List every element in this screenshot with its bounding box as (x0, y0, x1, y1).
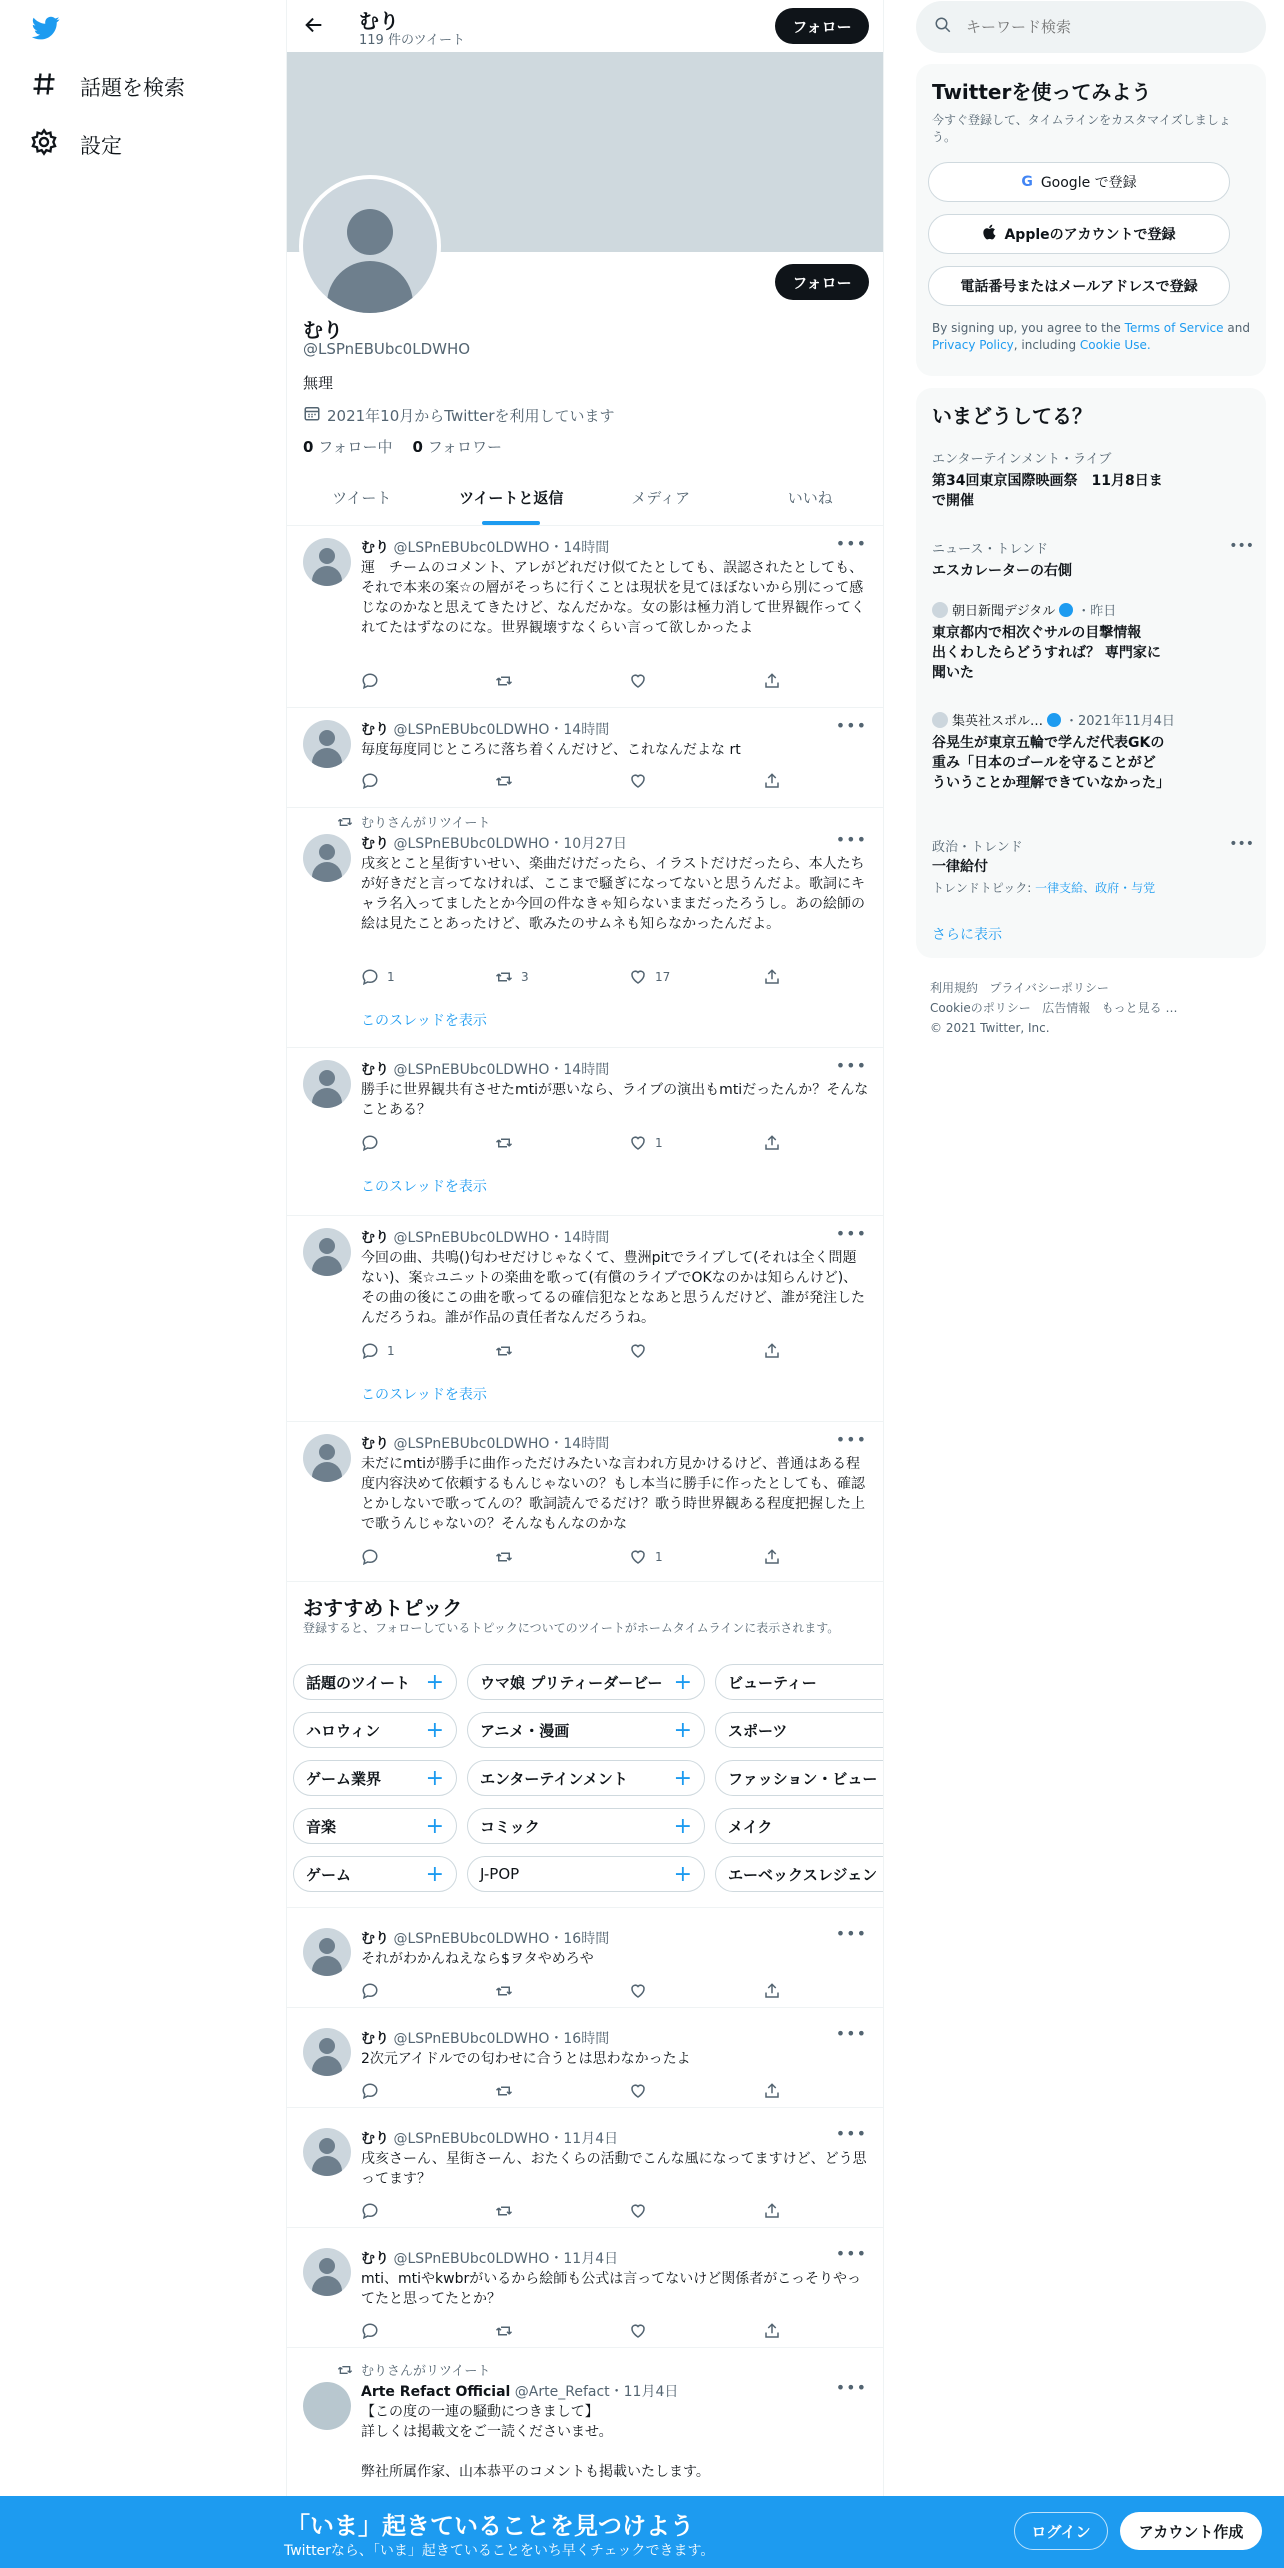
profile-avatar[interactable] (299, 175, 441, 317)
tweet[interactable] (287, 1422, 884, 1582)
profile-follow-button[interactable]: フォロー (775, 264, 869, 300)
profile-handle: @LSPnEBUbc0LDWHO (303, 340, 471, 358)
google-icon: G (1021, 174, 1033, 190)
tweet[interactable] (287, 2008, 884, 2108)
like-count: 1 (655, 1550, 663, 1564)
tab-media[interactable]: メディア (631, 489, 691, 507)
tweet[interactable] (287, 1048, 884, 1216)
back-arrow-icon[interactable] (303, 14, 325, 40)
news-time: ・昨日 (1077, 604, 1117, 619)
reply-button[interactable] (361, 672, 387, 690)
retweet-button[interactable] (495, 968, 529, 986)
show-thread-link[interactable]: このスレッドを表示 (361, 1013, 487, 1029)
tweet-header: むり @LSPnEBUbc0LDWHO・16時間 (361, 1931, 610, 1947)
trend-item[interactable] (932, 836, 1252, 896)
tweet-header: むり @LSPnEBUbc0LDWHO・11月4日 (361, 2131, 619, 2147)
cookie-link[interactable]: Cookie Use. (1079, 338, 1151, 352)
like-button[interactable] (629, 2202, 647, 2220)
tweet[interactable] (287, 808, 884, 1048)
share-button[interactable] (763, 1548, 781, 1566)
topic-chip[interactable]: ファッション・ビュー (715, 1760, 884, 1796)
profile-name: むり (303, 318, 343, 342)
more-icon[interactable]: ••• (835, 830, 867, 849)
tweet-handle: @LSPnEBUbc0LDWHO (393, 2131, 550, 2147)
plus-icon: + (425, 1669, 444, 1695)
joined-text: 2021年10月からTwitterを利用しています (327, 406, 615, 425)
tweet-text: mti、mtiやkwbrがいるから絵師も公式は言ってないけど関係者がこっそりやってたと思ってたとか？ (361, 2271, 861, 2307)
avatar[interactable] (303, 1928, 351, 1976)
trend-title: 第34回東京国際映画祭 11月8日まで開催 (932, 473, 1163, 509)
bottom-signup-bar (0, 2496, 1284, 2568)
like-button[interactable] (629, 1342, 655, 1360)
retweet-icon (337, 2362, 353, 2378)
tweet-handle: @LSPnEBUbc0LDWHO (393, 2031, 550, 2047)
share-button[interactable] (763, 1982, 781, 2000)
news-title: 谷晃生が東京五輪で学んだ代表GKの重み「日本のゴールを守ることがどういうことか理解できていなかった」 (932, 735, 1170, 791)
topics-section (287, 1582, 884, 1908)
retweet-button[interactable] (495, 672, 521, 690)
show-more-link[interactable]: さらに表示 (932, 927, 1002, 943)
share-button[interactable] (763, 772, 781, 790)
left-nav (0, 0, 286, 2568)
tweet-time[interactable]: 14時間 (563, 722, 610, 738)
reply-button[interactable] (361, 1134, 387, 1152)
reply-button[interactable] (361, 968, 395, 986)
tweet-text: それがわかんねえなら$ヲタやめろや (361, 1951, 594, 1967)
topic-chip[interactable]: スポーツ (715, 1712, 884, 1748)
avatar[interactable] (303, 2128, 351, 2176)
topic-chip[interactable]: 話題のツイート + (293, 1664, 457, 1700)
tweet-time[interactable]: 16時間 (563, 2031, 610, 2047)
reply-button[interactable] (361, 1982, 379, 2000)
header-name: むり (359, 9, 399, 33)
reply-button[interactable] (361, 1548, 387, 1566)
more-icon[interactable]: ••• (835, 1430, 867, 1449)
tweet-author[interactable]: Arte Refact Official (361, 2384, 511, 2400)
tweet-actions (361, 1548, 781, 1568)
nav-explore-label: 話題を検索 (80, 75, 185, 100)
like-button[interactable] (629, 968, 670, 986)
topic-chip[interactable]: エンターテインメント + (467, 1760, 705, 1796)
tweet-author[interactable]: むり (361, 540, 389, 556)
tweet-author[interactable]: むり (361, 836, 389, 852)
tweet-author[interactable]: むり (361, 722, 389, 738)
news-item[interactable] (932, 600, 1252, 683)
tweet-handle: @Arte_Refact (514, 2384, 610, 2400)
tweet[interactable] (287, 2108, 884, 2228)
retweet-button[interactable] (495, 1134, 521, 1152)
avatar[interactable] (303, 1228, 351, 1276)
tweet-handle: @LSPnEBUbc0LDWHO (393, 1230, 550, 1246)
like-button[interactable] (629, 772, 655, 790)
more-icon[interactable]: ••• (1229, 836, 1254, 852)
gear-icon (30, 128, 58, 161)
google-signup-button[interactable]: G Google で登録 (928, 162, 1230, 202)
tweet-header: むり @LSPnEBUbc0LDWHO・14時間 (361, 722, 610, 738)
avatar[interactable] (303, 720, 351, 768)
following-link[interactable] (303, 436, 392, 457)
trend-item[interactable] (932, 448, 1252, 511)
topic-chip[interactable]: メイク (715, 1808, 884, 1844)
plus-icon: + (673, 1765, 692, 1791)
twitter-logo-icon[interactable] (30, 14, 62, 46)
more-icon[interactable]: ••• (835, 2024, 867, 2043)
topic-chip[interactable]: J-POP + (467, 1856, 705, 1892)
share-button[interactable] (763, 1134, 781, 1152)
topic-chip[interactable]: コミック + (467, 1808, 705, 1844)
tweet-header: むり @LSPnEBUbc0LDWHO・14時間 (361, 1062, 610, 1078)
like-count: 1 (655, 1136, 663, 1150)
share-button[interactable] (763, 968, 781, 986)
plus-icon: + (425, 1717, 444, 1743)
search-icon (934, 16, 952, 38)
like-button[interactable] (629, 672, 655, 690)
topic-chip[interactable]: ゲーム + (293, 1856, 457, 1892)
tweet-time[interactable]: 16時間 (563, 1931, 610, 1947)
plus-icon: + (425, 1765, 444, 1791)
tweet-time[interactable]: 14時間 (563, 1436, 610, 1452)
retweet-button[interactable] (495, 2202, 513, 2220)
bottom-title: 「いま」起きていることを見つけよう (286, 2512, 694, 2540)
tweet[interactable] (287, 708, 884, 808)
retweet-icon (337, 814, 353, 830)
profile-timeline (286, 0, 884, 2568)
tweet-actions (361, 772, 781, 792)
tweet-time[interactable]: 11月4日 (563, 2251, 619, 2267)
tweet-actions (361, 968, 781, 988)
tweet-author[interactable]: むり (361, 2131, 389, 2147)
tweet-text: 毎度毎度同じところに落ち着くんだけど、これなんだよな rt (361, 742, 741, 758)
footer-links (930, 978, 1250, 1038)
tweet-text-line: 【この度の一連の騒動につきまして】 (361, 2404, 599, 2420)
footer-privacy[interactable]: プライバシーポリシー (989, 981, 1109, 995)
tweet-handle: @LSPnEBUbc0LDWHO (393, 540, 550, 556)
tweet-actions (361, 1342, 781, 1362)
tweet-text: 2次元アイドルでの匂わせに合うとは思わなかったよ (361, 2051, 691, 2067)
verified-icon (1059, 603, 1073, 617)
reply-count: 1 (387, 970, 395, 984)
tweet-author[interactable]: むり (361, 1062, 389, 1078)
nav-settings[interactable] (30, 128, 122, 161)
trend-category: ニュース・トレンド (932, 542, 1049, 557)
more-icon[interactable]: ••• (1229, 538, 1254, 554)
source-avatar (932, 712, 948, 728)
tweet-author[interactable]: むり (361, 1436, 389, 1452)
retweet-indicator (337, 812, 490, 831)
phone-email-signup-button[interactable]: 電話番号またはメールアドレスで登録 (928, 266, 1230, 306)
tweet-handle: @LSPnEBUbc0LDWHO (393, 722, 550, 738)
retweet-button[interactable] (495, 2322, 513, 2340)
share-button[interactable] (763, 2322, 781, 2340)
tweet-actions (361, 2322, 781, 2342)
topic-chip[interactable]: ウマ娘 プリティーダービー + (467, 1664, 705, 1700)
search-box[interactable] (916, 1, 1266, 53)
tweet-header: Arte Refact Official @Arte_Refact・11月4日 (361, 2384, 679, 2400)
tweet-text: 勝手に世界観共有させたmtiが悪いなら、ライブの演出もmtiだったんか？そんなことある？ (361, 1082, 869, 1118)
tweet-header: むり @LSPnEBUbc0LDWHO・11月4日 (361, 2251, 619, 2267)
like-button[interactable] (629, 2322, 647, 2340)
retweet-button[interactable] (495, 1982, 513, 2000)
bottom-subtitle: Twitterなら、「いま」起きていることをいち早くチェックできます。 (284, 2543, 715, 2559)
tweet-header: むり @LSPnEBUbc0LDWHO・14時間 (361, 540, 610, 556)
header-follow-button[interactable]: フォロー (775, 8, 869, 44)
search-input[interactable] (966, 18, 1226, 36)
signup-desc: 今すぐ登録して、タイムラインをカスタマイズしましょう。 (932, 113, 1231, 144)
avatar[interactable] (303, 2028, 351, 2076)
news-source: 集英社スポル… (952, 714, 1044, 729)
following-label: フォロー中 (318, 438, 393, 456)
footer-ads[interactable]: 広告情報 (1042, 1001, 1091, 1015)
tweet-text: 戌亥とこと星街すいせい、楽曲だけだったら、イラストだけだったら、本人たちが好きだと言ってなければ、ここまで騒ぎになってないと思うんだよ。歌詞にキャラ名入ってましたとか今回の件なきゃ知らないままだったろうし。あの絵師の絵は見たことあったけど、歌みたのサムネも知らなかったんだよ。 (361, 856, 865, 932)
show-thread-link[interactable]: このスレッドを表示 (361, 1179, 487, 1195)
retweet-button[interactable] (495, 2082, 513, 2100)
tweet-actions (361, 672, 781, 692)
tweet-handle: @LSPnEBUbc0LDWHO (393, 836, 550, 852)
tab-tweets-replies[interactable]: ツイートと返信 (437, 470, 587, 525)
plus-icon: + (673, 1861, 692, 1887)
tweet-header: むり @LSPnEBUbc0LDWHO・14時間 (361, 1436, 610, 1452)
retweet-count: 3 (521, 970, 529, 984)
signup-card (916, 64, 1266, 376)
reply-button[interactable] (361, 1342, 395, 1360)
tweet-text: 未だにmtiが勝手に曲作っただけみたいな言われ方見かけるけど、普通はある程度内容決めて依頼するもんじゃないの？もし本当に勝手に作ったとしても、確認とかしないで歌ってんの？歌詞読んでるだけ？歌う時世界観ある程度把握した上で歌うんじゃないの？そんなもんなのかな (361, 1456, 865, 1532)
apple-icon (982, 224, 996, 244)
topic-chip[interactable]: ハロウィン + (293, 1712, 457, 1748)
following-count: 0 (303, 438, 314, 456)
plus-icon: + (673, 1717, 692, 1743)
followers-link[interactable] (412, 436, 501, 457)
trends-card (916, 388, 1266, 958)
avatar[interactable] (303, 834, 351, 882)
trend-item[interactable] (932, 538, 1252, 581)
like-button[interactable] (629, 2082, 647, 2100)
calendar-icon (303, 404, 321, 426)
trend-title: 一律給付 (932, 859, 988, 875)
reply-button[interactable] (361, 2082, 379, 2100)
reply-button[interactable] (361, 2202, 379, 2220)
tweet-handle: @LSPnEBUbc0LDWHO (393, 1931, 550, 1947)
tweet[interactable] (287, 2228, 884, 2348)
follow-stats (303, 436, 502, 457)
more-icon[interactable]: ••• (835, 716, 867, 735)
signup-legal: By signing up, you agree to the Terms of Service and Privacy Policy, including Cookie Use. (932, 321, 1250, 352)
nav-explore[interactable] (30, 70, 185, 103)
news-title: 東京都内で相次ぐサルの目撃情報 出くわしたらどうすれば？ 専門家に聞いた (932, 625, 1161, 681)
nav-settings-label: 設定 (80, 133, 122, 158)
trend-topics[interactable]: 一律支給、政府・与党 (1035, 881, 1156, 895)
tweet-text: 運 チームのコメント、アレがどれだけ似てたとしても、誤認されたとしても、それで本来の案☆の層がそっちに行くことは現状を見てほぼないから別にって感じなのかなと思えてきたけど、なんだかな。女の影は極力消して世界観作ってくれてたはずなのにな。世界観壊すなくらい言って欲しかったよ (361, 560, 865, 636)
tweet-author[interactable]: むり (361, 2251, 389, 2267)
source-avatar (932, 602, 948, 618)
topic-chip[interactable]: ビューティー (715, 1664, 884, 1700)
plus-icon: + (425, 1813, 444, 1839)
like-count: 17 (655, 970, 671, 984)
profile-bio: 無理 (303, 374, 334, 392)
privacy-link[interactable]: Privacy Policy (932, 338, 1014, 352)
retweet-indicator (337, 2360, 490, 2379)
more-icon[interactable]: ••• (835, 534, 867, 553)
copyright: © 2021 Twitter, Inc. (930, 1021, 1050, 1035)
tweet-time[interactable]: 10月27日 (563, 836, 628, 852)
plus-icon: + (673, 1669, 692, 1695)
tweet-text-line: 弊社所属作家、山本恭平のコメントも掲載いたします。 (361, 2464, 710, 2480)
apple-signup-button[interactable]: Appleのアカウントで登録 (928, 214, 1230, 254)
tweet-text: 今回の曲、共鳴()匂わせだけじゃなくて、豊洲pitでライブして(それは全く問題ない)、案☆ユニットの楽曲を歌って(有償のライブでOKなのかは知らんけど)、その曲の後にこの曲を歌ってるの確信犯なとなあと思うんだけど、誰が発注したんだろうね。誰が作品の責任者なんだろうね。 (361, 1250, 865, 1326)
show-thread-link[interactable]: このスレッドを表示 (361, 1387, 487, 1403)
more-icon[interactable]: ••• (835, 2124, 867, 2143)
tweet-header: むり @LSPnEBUbc0LDWHO・14時間 (361, 1230, 610, 1246)
tweet-time[interactable]: 14時間 (563, 1062, 610, 1078)
retweet-button[interactable] (495, 1548, 521, 1566)
avatar[interactable] (303, 1060, 351, 1108)
signup-title: Twitterを使ってみよう (932, 80, 1152, 104)
trend-topics-label: トレンドトピック: (932, 881, 1032, 895)
tweet[interactable] (287, 1908, 884, 2008)
footer-terms[interactable]: 利用規約 (930, 981, 979, 995)
tweet-actions (361, 1134, 781, 1154)
footer-cookie[interactable]: Cookieのポリシー (930, 1001, 1031, 1015)
trend-title: エスカレーターの右側 (932, 563, 1072, 579)
tab-likes[interactable]: いいね (787, 489, 833, 507)
reply-button[interactable] (361, 772, 387, 790)
share-button[interactable] (763, 2202, 781, 2220)
terms-link[interactable]: Terms of Service (1124, 321, 1224, 335)
retweet-button[interactable] (495, 772, 521, 790)
tweet[interactable] (287, 2348, 884, 2508)
avatar[interactable] (303, 538, 351, 586)
news-item[interactable] (932, 710, 1252, 793)
topics-subtitle: 登録すると、フォローしているトピックについてのツイートがホームタイムラインに表示されます。 (303, 1621, 840, 1635)
reply-count: 1 (387, 1344, 395, 1358)
news-source: 朝日新聞デジタル (952, 604, 1056, 619)
profile-header-bar (287, 0, 884, 52)
tweet-text-line: 詳しくは掲載文をご一読くださいませ。 (361, 2424, 613, 2440)
reply-button[interactable] (361, 2322, 379, 2340)
tweet-actions (361, 2082, 781, 2102)
topic-chip[interactable]: アニメ・漫画 + (467, 1712, 705, 1748)
tweet-author[interactable]: むり (361, 1230, 389, 1246)
tweet-time[interactable]: 11月4日 (623, 2384, 679, 2400)
tweet-text: 戌亥さーん、星街さーん、おたくらの活動でこんな風になってますけど、どう思ってます？ (361, 2151, 867, 2187)
tweet-author[interactable]: むり (361, 1931, 389, 1947)
news-time: ・2021年11月4日 (1065, 714, 1175, 729)
like-button[interactable] (629, 1134, 663, 1152)
tweet[interactable] (287, 1216, 884, 1422)
hashtag-icon (30, 70, 58, 103)
plus-icon: + (673, 1813, 692, 1839)
footer-more[interactable]: もっと見る … (1101, 1001, 1178, 1015)
trend-category: エンターテインメント・ライブ (932, 452, 1112, 467)
verified-icon (1047, 713, 1061, 727)
more-icon[interactable]: ••• (835, 2378, 867, 2397)
more-icon[interactable]: ••• (835, 2244, 867, 2263)
like-button[interactable] (629, 1548, 663, 1566)
share-button[interactable] (763, 672, 781, 690)
share-button[interactable] (763, 2082, 781, 2100)
login-button[interactable]: ログイン (1014, 2512, 1108, 2550)
plus-icon: + (425, 1861, 444, 1887)
tweet-count: 119 件のツイート (359, 33, 466, 48)
tweet[interactable] (287, 526, 884, 708)
tweet-handle: @LSPnEBUbc0LDWHO (393, 1062, 550, 1078)
followers-count: 0 (412, 438, 423, 456)
like-button[interactable] (629, 1982, 647, 2000)
trend-category: 政治・トレンド (932, 840, 1023, 855)
avatar[interactable] (303, 1434, 351, 1482)
more-icon[interactable]: ••• (835, 1924, 867, 1943)
topic-chip[interactable]: ゲーム業界 + (293, 1760, 457, 1796)
signup-button[interactable]: アカウント作成 (1120, 2512, 1262, 2550)
followers-label: フォロワー (427, 438, 502, 456)
tweet-time[interactable]: 14時間 (563, 1230, 610, 1246)
topic-chip[interactable]: エーベックスレジェン (715, 1856, 884, 1892)
tweet-header: むり @LSPnEBUbc0LDWHO・16時間 (361, 2031, 610, 2047)
tweet-actions (361, 2202, 781, 2222)
tweet-time[interactable]: 14時間 (563, 540, 610, 556)
retweet-button[interactable] (495, 1342, 521, 1360)
tab-tweets[interactable]: ツイート (332, 489, 392, 507)
more-icon[interactable]: ••• (835, 1056, 867, 1075)
tweet-time[interactable]: 11月4日 (563, 2131, 619, 2147)
tweet-handle: @LSPnEBUbc0LDWHO (393, 1436, 550, 1452)
retweeted-by: むりさんがリツイート (361, 2364, 491, 2379)
trends-title: いまどうしてる？ (932, 404, 1092, 428)
share-button[interactable] (763, 1342, 781, 1360)
profile-tabs (287, 470, 884, 526)
tweet-actions (361, 1982, 781, 2002)
joined-date (303, 404, 615, 426)
avatar[interactable] (303, 2248, 351, 2296)
avatar[interactable] (303, 2382, 351, 2430)
tweet-header: むり @LSPnEBUbc0LDWHO・10月27日 (361, 836, 628, 852)
tweet-handle: @LSPnEBUbc0LDWHO (393, 2251, 550, 2267)
more-icon[interactable]: ••• (835, 1224, 867, 1243)
tweet-author[interactable]: むり (361, 2031, 389, 2047)
topics-title: おすすめトピック (303, 1596, 463, 1620)
topic-chip[interactable]: 音楽 + (293, 1808, 457, 1844)
retweeted-by: むりさんがリツイート (361, 816, 491, 831)
